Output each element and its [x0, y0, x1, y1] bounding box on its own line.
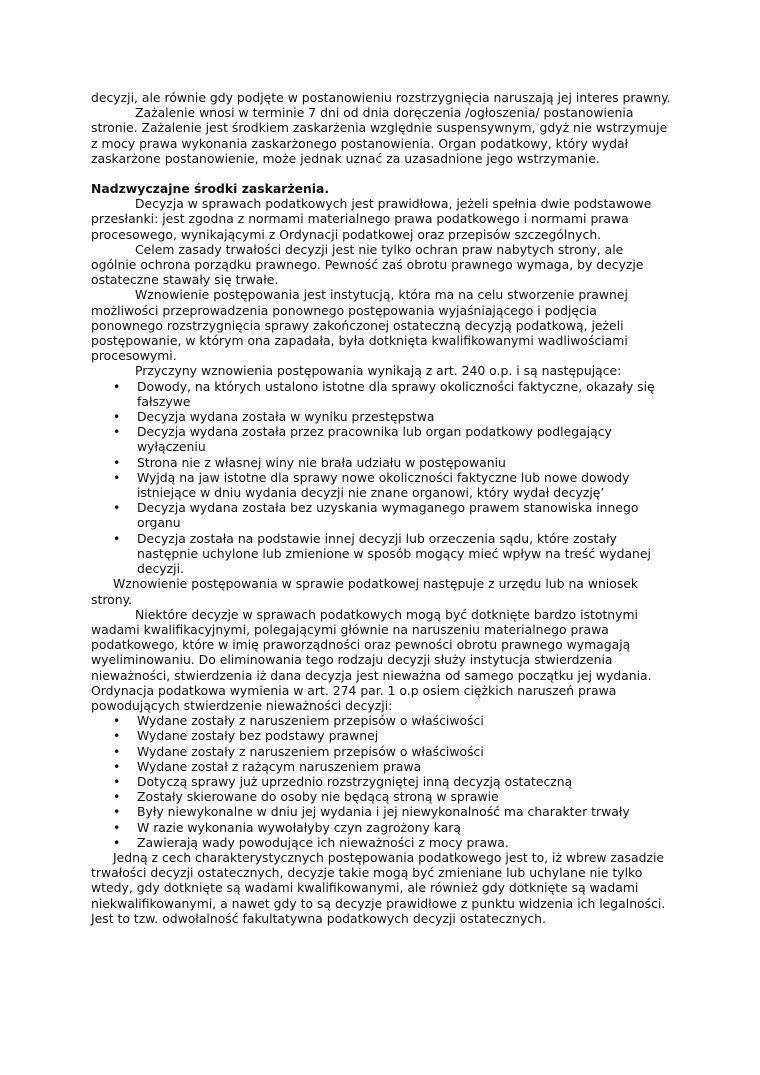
- list-item: • Wydane został z rażącym naruszeniem prawa: [91, 759, 671, 774]
- paragraph-revocability: Jedną z cech charakterystycznych postępowania podatkowego jest to, iż wbrew zasadzie trwałości decyzji ostatecznych, decyzje takie mogą być zmieniane lub uchylane nie tylko wtedy, gdy dotknięte są wadami kwalifikowanymi, ale również gdy dotknięte są wadami niekwalifikowanymi, a nawet gdy to są decyzje prawidłowe z punktu widzenia ich legalności. Jest to tzw. odwołalność fakultatywna podatkowych decyzji ostatecznych.: [91, 849, 666, 926]
- list-item: • Zostały skierowane do osoby nie będącą stroną w sprawie: [91, 789, 671, 804]
- list-item: • Decyzja wydana została przez pracownika lub organ podatkowy podlegający wyłączeniu: [91, 424, 671, 454]
- list-item: • W razie wykonania wywołałyby czyn zagrożony karą: [91, 820, 671, 835]
- list-item: • Wydane zostały z naruszeniem przepisów o właściwości: [91, 744, 671, 759]
- list-item: • Decyzja wydana została w wyniku przestępstwa: [91, 409, 671, 424]
- reopening-reasons-list: [91, 379, 671, 577]
- paragraph-validity: Decyzja w sprawach podatkowych jest prawidłowa, jeżeli spełnia dwie podstawowe przesłanki: jest zgodna z normami materialnego prawa podatkowego i normami prawa procesowego, wynikającymi z Ordynacji podatkowej oraz przepisów szczególnych.: [91, 196, 652, 242]
- paragraph-reopening-mode: Wznowienie postępowania w sprawie podatkowej następuje z urzędu lub na wniosek strony.: [91, 576, 639, 607]
- intro-paragraph-1: decyzji, ale równie gdy podjęte w postanowieniu rozstrzygnięcia naruszają jej interes prawny.: [91, 90, 671, 105]
- paragraph-durability: Celem zasady trwałości decyzji jest nie tylko ochran praw nabytych strony, ale ogólnie ochrona porządku prawnego. Pewność zaś obrotu prawnego wymaga, by decyzje ostateczne stawały się trwałe.: [91, 241, 644, 288]
- paragraph-reopening: Wznowienie postępowania jest instytucją, która ma na celu stworzenie prawnej możliwości przeprowadzenia ponownego postępowania wyjaśniającego i podjęcia ponownego rozstrzygnięcia sprawy zakończonej ostateczną decyzją podatkową, jeżeli postępowanie, w którym ona zapadała, była dotknięta kwalifikowanymi wadliwościami procesowymi.: [91, 287, 628, 364]
- list-item: • Wydane zostały z naruszeniem przepisów o właściwości: [91, 713, 671, 728]
- list-item: • Wydane zostały bez podstawy prawnej: [91, 728, 671, 743]
- list-item: • Dowody, na których ustalono istotne dla sprawy okoliczności faktyczne, okazały się fałszywe: [91, 379, 671, 409]
- nullity-reasons-list: [91, 713, 671, 850]
- list-item: • Zawierają wady powodujące ich nieważności z mocy prawa.: [91, 835, 671, 850]
- document-page: [91, 90, 671, 926]
- list-item: • Były niewykonalne w dniu jej wydania i jej niewykonalność ma charakter trwały: [91, 804, 671, 819]
- list-item: • Strona nie z własnej winy nie brała udziału w postępowaniu: [91, 455, 671, 470]
- intro-paragraph-2: Zażalenie wnosi w terminie 7 dni od dnia doręczenia /ogłoszenia/ postanowienia stronie. Zażalenie jest środkiem zaskarżenia względnie suspensywnym, gdyż nie wstrzymuje z mocy prawa wykonania zaskarżonego postanowienia. Organ podatkowy, który wydał zaskarżone postanowienie, może jednak uznać za uzasadnione jego wstrzymanie.: [91, 105, 668, 166]
- paragraph-reasons-intro: Przyczyny wznowienia postępowania wynikają z art. 240 o.p. i są następujące:: [135, 363, 622, 379]
- list-item: • Wyjdą na jaw istotne dla sprawy nowe okoliczności faktyczne lub nowe dowody istniejące w dniu wydania decyzji nie znane organowi, który wydał decyzję’: [91, 470, 671, 500]
- paragraph-nullity: Niektóre decyzje w sprawach podatkowych mogą być dotknięte bardzo istotnymi wadami kwalifikacyjnymi, polegającymi głównie na naruszeniu materialnego prawa podatkowego, które w imię praworządności oraz pewności obrotu prawnego wymagają wyeliminowaniu. Do eliminowania tego rodzaju decyzji służy instytucja stwierdzenia nieważności, stwierdzenia iż dana decyzja jest nieważna od samego początku jej wydania. Ordynacja podatkowa wymienia w art. 274 par. 1 o.p osiem ciężkich naruszeń prawa powodujących stwierdzenie nieważności decyzji:: [91, 606, 652, 713]
- list-item: • Decyzja została na podstawie innej decyzji lub orzeczenia sądu, które zostały następnie uchylone lub zmienione w sposób mogący mieć wpływ na treść wydanej decyzji.: [91, 531, 671, 577]
- list-item: • Decyzja wydana została bez uzyskania wymaganego prawem stanowiska innego organu: [91, 500, 671, 530]
- section-heading: Nadzwyczajne środki zaskarżenia.: [91, 181, 330, 197]
- list-item: • Dotyczą sprawy już uprzednio rozstrzygniętej inną decyzją ostateczną: [91, 774, 671, 789]
